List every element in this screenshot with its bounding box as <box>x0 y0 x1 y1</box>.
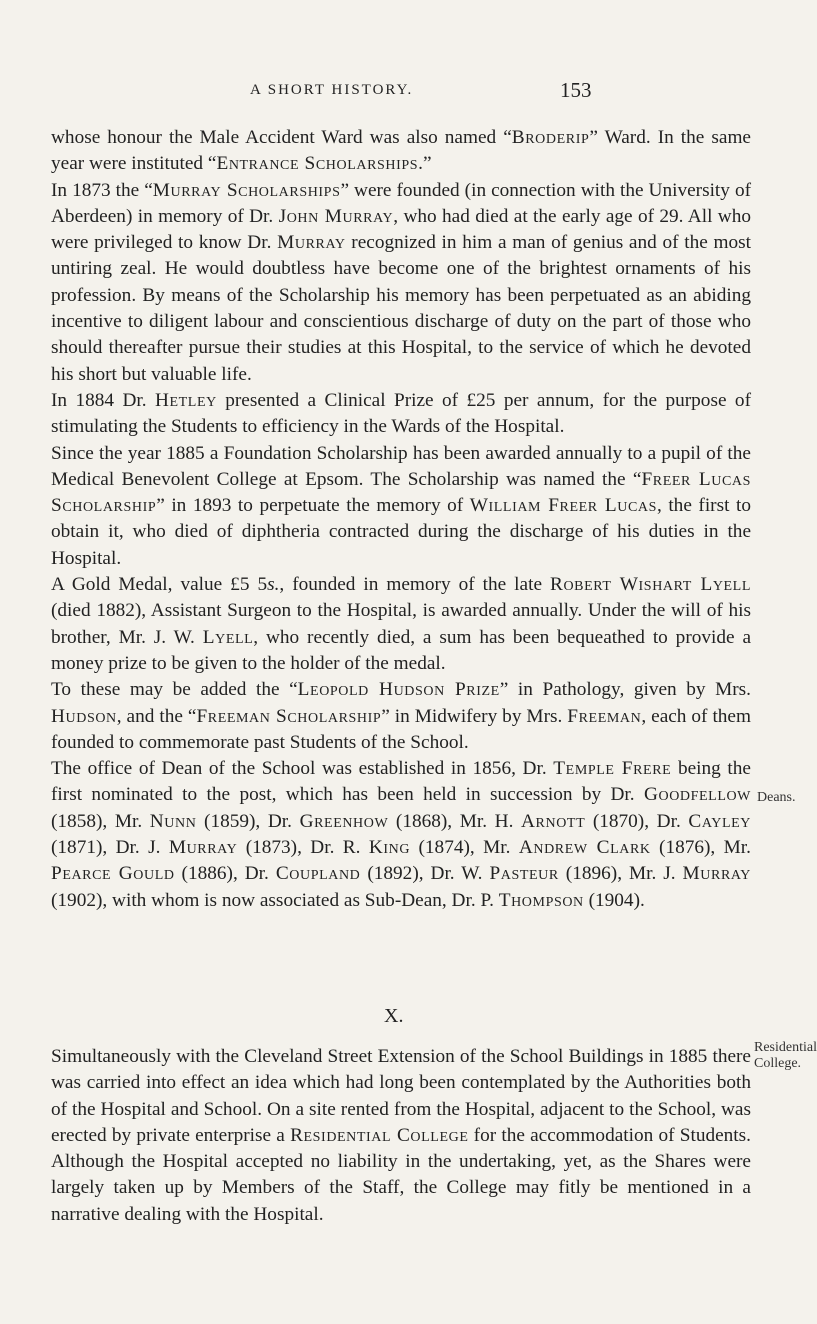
paragraph-deans: The office of Dean of the School was established in 1856, Dr. Temple Frere being the first nominated to the post, which has been held in succession by Dr. Goodfellow (1858), Mr. Nunn (1859), Dr. Greenhow (1868), Mr. H. Arnott (1870), Dr. Cayley (1871), Dr. J. Murray (1873), Dr. R. King (1874), Mr. Andrew Clark (1876), Mr. Pearce Gould (1886), Dr. Coupland (1892), Dr. W. Pasteur (1896), Mr. J. Murray (1902), with whom is now associated as Sub-Dean, Dr. P. Thompson (1904). <box>51 758 752 911</box>
name-broderip: Broderip <box>511 127 590 148</box>
paragraph-hetley: In 1884 Dr. Hetley presented a Clinical Prize of £25 per annum, for the purpose of stimulating the Students to efficiency in the Wards of the Hospital. <box>51 389 751 438</box>
paragraph-prizes: To these may be added the “Leopold Hudson Prize” in Pathology, given by Mrs. Hudson, and the “Freeman Scholarship” in Midwifery by Mrs. Freeman, each of them founded to commemorate past Students of the School. <box>51 679 751 753</box>
paragraph-broderip: whose honour the Male Accident Ward was also named “Broderip” Ward. In the same year were instituted “Entrance Scholarships.” <box>51 127 751 175</box>
paragraph-residential-college: Simultaneously with the Cleveland Street Extension of the School Buildings in 1885 there was carried into effect an idea which had long been contemplated by the Authorities both of the Hospital and School. On a site rented from the Hospital, adjacent to the School, was erected by private enterprise a Residential College for the accommodation of Students. Although the Hospital accepted no liability in the undertaking, yet, as the Shares were largely taken up by Members of the Staff, the College may fitly be mentioned in a narrative dealing with the Hospital. <box>51 1046 751 1225</box>
entrance-scholarships: Entrance Scholarships <box>216 153 419 175</box>
section-number: X. <box>384 1005 404 1027</box>
paragraph-freer-lucas: Since the year 1885 a Foundation Scholarship has been awarded annually to a pupil of the Medical Benevolent College at Epsom. The Scholarship was named the “Freer Lucas Scholarship” in 1893 to perpetuate the memory of William Freer Lucas, the first to obtain it, who died of diphtheria contracted during the discharge of his duties in the Hospital. <box>51 442 751 569</box>
margin-note-residential-college: Residential College. <box>754 1040 817 1071</box>
main-text <box>51 125 751 914</box>
section-text <box>51 1044 751 1228</box>
paragraph-gold-medal: A Gold Medal, value £5 5s., founded in memory of the late Robert Wishart Lyell (died 1882), Assistant Surgeon to the Hospital, is awarded annually. Under the will of his brother, Mr. J. W. Lyell, who recently died, a sum has been bequeathed to provide a money prize to be given to the holder of the medal. <box>51 574 752 674</box>
page-number: 153 <box>560 78 592 102</box>
running-title: A SHORT HISTORY. <box>250 82 414 98</box>
margin-note-deans: Deans. <box>757 790 796 805</box>
paragraph-murray: In 1873 the “Murray Scholarships” were founded (in connection with the University of Aberdeen) in memory of Dr. John Murray, who had died at the early age of 29. All who were privileged to know Dr. Murray recognized in him a man of genius and of the most untiring zeal. He would doubtless have become one of the brightest ornaments of his profession. By means of the Scholarship his memory has been perpetuated as an abiding incentive to diligent labour and conscientious discharge of duty on the part of those who should thereafter pursue their studies at this Hospital, to the service of which he devoted his short but valuable life. <box>51 179 751 385</box>
